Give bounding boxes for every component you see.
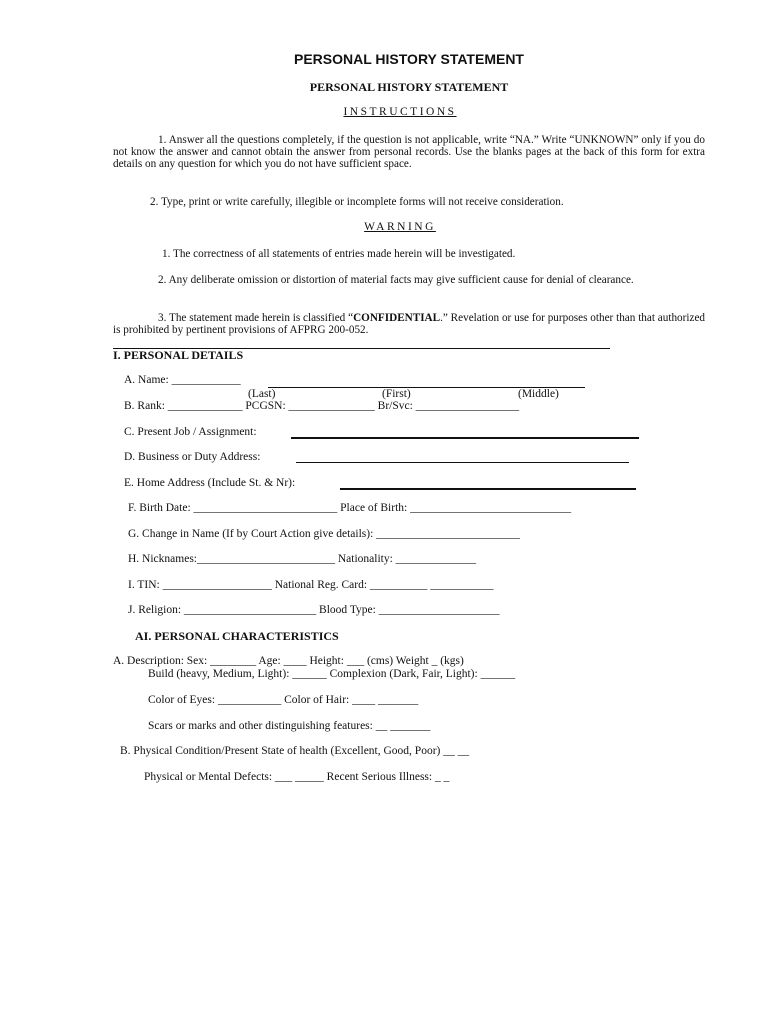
name-label: A. Name: ____________	[124, 374, 241, 386]
document-title: PERSONAL HISTORY STATEMENT	[294, 51, 524, 67]
name-change-line[interactable]: G. Change in Name (If by Court Action give details): _________________________	[128, 528, 520, 540]
name-sub-first: (First)	[382, 388, 411, 400]
warning-item-3-suffix: .” Revelation or use for purposes other than that authorized is prohibited by pertinent provisions of AFPRG 200-052.	[113, 312, 706, 336]
physical-condition-line[interactable]: B. Physical Condition/Present State of health (Excellent, Good, Poor) __ __	[120, 745, 470, 757]
rank-line[interactable]: B. Rank: _____________ PCGSN: _______________ Br/Svc: __________________	[124, 400, 520, 412]
tin-line[interactable]: I. TIN: ___________________ National Reg. Card: __________ ___________	[128, 579, 494, 591]
document-subtitle: PERSONAL HISTORY STATEMENT	[309, 80, 509, 94]
home-address-label: E. Home Address (Include St. & Nr):	[124, 477, 296, 489]
confidential-label: CONFIDENTIAL	[353, 312, 441, 324]
warning-heading: WARNING	[364, 221, 436, 233]
eyes-hair-line[interactable]: Color of Eyes: ___________ Color of Hair: ____ _______	[148, 694, 419, 706]
scars-line[interactable]: Scars or marks and other distinguishing features: __ _______	[148, 720, 431, 732]
warning-item-2: 2. Any deliberate omission or distortion of material facts may give sufficient cause for denial of clearance.	[158, 274, 634, 286]
name-sub-middle: (Middle)	[518, 388, 559, 400]
job-label: C. Present Job / Assignment:	[124, 426, 257, 438]
personal-details-heading: I. PERSONAL DETAILS	[113, 348, 244, 362]
instruction-item-1: 1. Answer all the questions completely, if the question is not applicable, write “NA.” Write “UNKNOWN” only if you do not know the answer and cannot obtain the answer from personal records. Use the blanks pages at the back of this form for extra details on any question for which you do not have sufficient space.	[113, 134, 705, 170]
characteristics-heading: AI. PERSONAL CHARACTERISTICS	[135, 629, 339, 643]
warning-item-3	[113, 312, 705, 336]
build-line[interactable]: Build (heavy, Medium, Light): ______ Complexion (Dark, Fair, Light): ______	[148, 668, 516, 680]
birth-line[interactable]: F. Birth Date: _________________________ Place of Birth: ____________________________	[128, 502, 572, 514]
defects-line[interactable]: Physical or Mental Defects: ___ _____ Recent Serious Illness: _ _	[144, 771, 450, 783]
name-sub-last: (Last)	[248, 388, 276, 400]
business-label: D. Business or Duty Address:	[124, 451, 261, 463]
home-address-field[interactable]	[340, 488, 636, 490]
nicknames-line[interactable]: H. Nicknames:________________________ Nationality: ______________	[128, 553, 477, 565]
religion-line[interactable]: J. Religion: _______________________ Blood Type: _____________________	[128, 604, 500, 616]
job-field[interactable]	[291, 437, 639, 439]
business-field[interactable]	[296, 462, 629, 463]
instructions-heading: INSTRUCTIONS	[343, 106, 457, 118]
description-line[interactable]: A. Description: Sex: ________ Age: ____ Height: ___ (cms) Weight _ (kgs)	[113, 655, 464, 667]
warning-item-3-prefix: 3. The statement made herein is classified “	[158, 312, 354, 324]
instruction-item-2: 2. Type, print or write carefully, illegible or incomplete forms will not receive consideration.	[150, 196, 564, 208]
warning-item-1: 1. The correctness of all statements of entries made herein will be investigated.	[162, 248, 516, 260]
